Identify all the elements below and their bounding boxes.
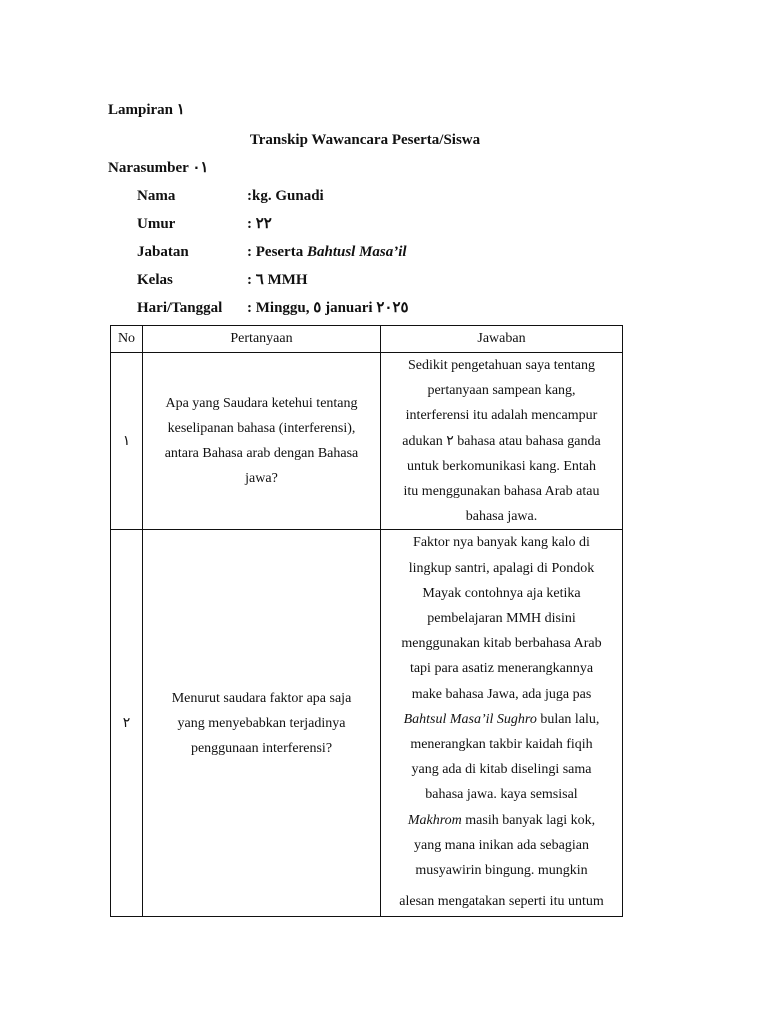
answer-line: make bahasa Jawa, ada juga pas xyxy=(411,686,592,702)
field-value-kelas: : ٦ MMH xyxy=(247,272,308,288)
header-no: No xyxy=(111,326,143,353)
question-line: penggunaan interferensi? xyxy=(190,740,333,756)
answer-line: yang mana inikan ada sebagian xyxy=(414,837,589,853)
field-value-jabatan xyxy=(247,242,407,262)
answer-rest: bulan lalu, xyxy=(536,711,600,727)
interview-table xyxy=(110,325,623,917)
table-row xyxy=(111,353,623,530)
table-row xyxy=(111,530,623,917)
question-line: yang menyebabkan terjadinya xyxy=(177,715,346,731)
field-label-umur: Umur xyxy=(137,216,176,232)
field-value-umur: : ٢٢ xyxy=(247,216,272,232)
answer-line: Sedikit pengetahuan saya tentang xyxy=(408,358,595,373)
answer-cell xyxy=(381,530,623,917)
source-heading: Narasumber ٠١ xyxy=(108,160,209,176)
row-number: ١ xyxy=(111,353,143,530)
appendix-label: Lampiran ١ xyxy=(108,102,185,118)
question-cell xyxy=(143,353,381,530)
answer-rest: masih banyak lagi kok, xyxy=(461,812,596,828)
document-title: Transkip Wawancara Peserta/Siswa xyxy=(249,132,481,148)
answer-cell xyxy=(381,353,623,530)
question-cell xyxy=(143,530,381,917)
jabatan-italic: Bahtusl Masa’il xyxy=(306,244,407,260)
answer-line: bahasa jawa. kaya semsisal xyxy=(425,787,578,803)
field-label-jabatan: Jabatan xyxy=(137,244,189,260)
question-line: antara Bahasa arab dengan Bahasa xyxy=(164,446,359,462)
answer-italic: Bahtsul Masa’il Sughro xyxy=(403,711,537,727)
answer-line: itu menggunakan bahasa Arab atau xyxy=(403,484,600,500)
answer-line: menerangkan takbir kaidah fiqih xyxy=(410,737,593,753)
field-label-kelas: Kelas xyxy=(137,272,173,288)
answer-line: pertanyaan sampean kang, xyxy=(427,383,576,399)
answer-italic: Makhrom xyxy=(407,812,462,828)
field-label-tanggal: Hari/Tanggal xyxy=(137,300,223,316)
answer-line: adukan ٢ bahasa atau bahasa ganda xyxy=(402,433,601,449)
field-value-nama: :kg. Gunadi xyxy=(247,188,324,204)
jabatan-prefix: : Peserta xyxy=(247,244,307,260)
field-label-nama: Nama xyxy=(137,188,176,204)
answer-line: yang ada di kitab diselingi sama xyxy=(411,762,592,778)
answer-line: musyawirin bingung. mungkin xyxy=(415,863,588,879)
header-jawaban: Jawaban xyxy=(381,326,623,353)
answer-line: menggunakan kitab berbahasa Arab xyxy=(401,636,602,652)
field-value-tanggal: : Minggu, ٥ januari ٢٠٢٥ xyxy=(247,300,409,316)
answer-line: pembelajaran MMH disini xyxy=(427,611,576,627)
question-line: Menurut saudara faktor apa saja xyxy=(171,690,352,706)
answer-line xyxy=(385,707,618,732)
table-header-row xyxy=(111,326,623,353)
question-line: jawa? xyxy=(245,471,278,487)
answer-line: tapi para asatiz menerangkannya xyxy=(409,661,594,677)
answer-line: Mayak contohnya aja ketika xyxy=(422,585,581,601)
answer-line: bahasa jawa. xyxy=(465,509,538,525)
answer-line: lingkup santri, apalagi di Pondok xyxy=(408,560,595,576)
question-line: keselipanan bahasa (interferensi), xyxy=(167,421,356,437)
answer-line: Faktor nya banyak kang kalo di xyxy=(413,535,590,551)
question-line: Apa yang Saudara ketehui tentang xyxy=(165,396,358,412)
answer-line: alesan mengatakan seperti itu untum xyxy=(399,894,604,910)
answer-line: interferensi itu adalah mencampur xyxy=(405,408,598,424)
answer-line xyxy=(385,808,618,833)
row-number: ٢ xyxy=(111,530,143,917)
answer-line: untuk berkomunikasi kang. Entah xyxy=(407,458,596,474)
header-pertanyaan: Pertanyaan xyxy=(143,326,381,353)
